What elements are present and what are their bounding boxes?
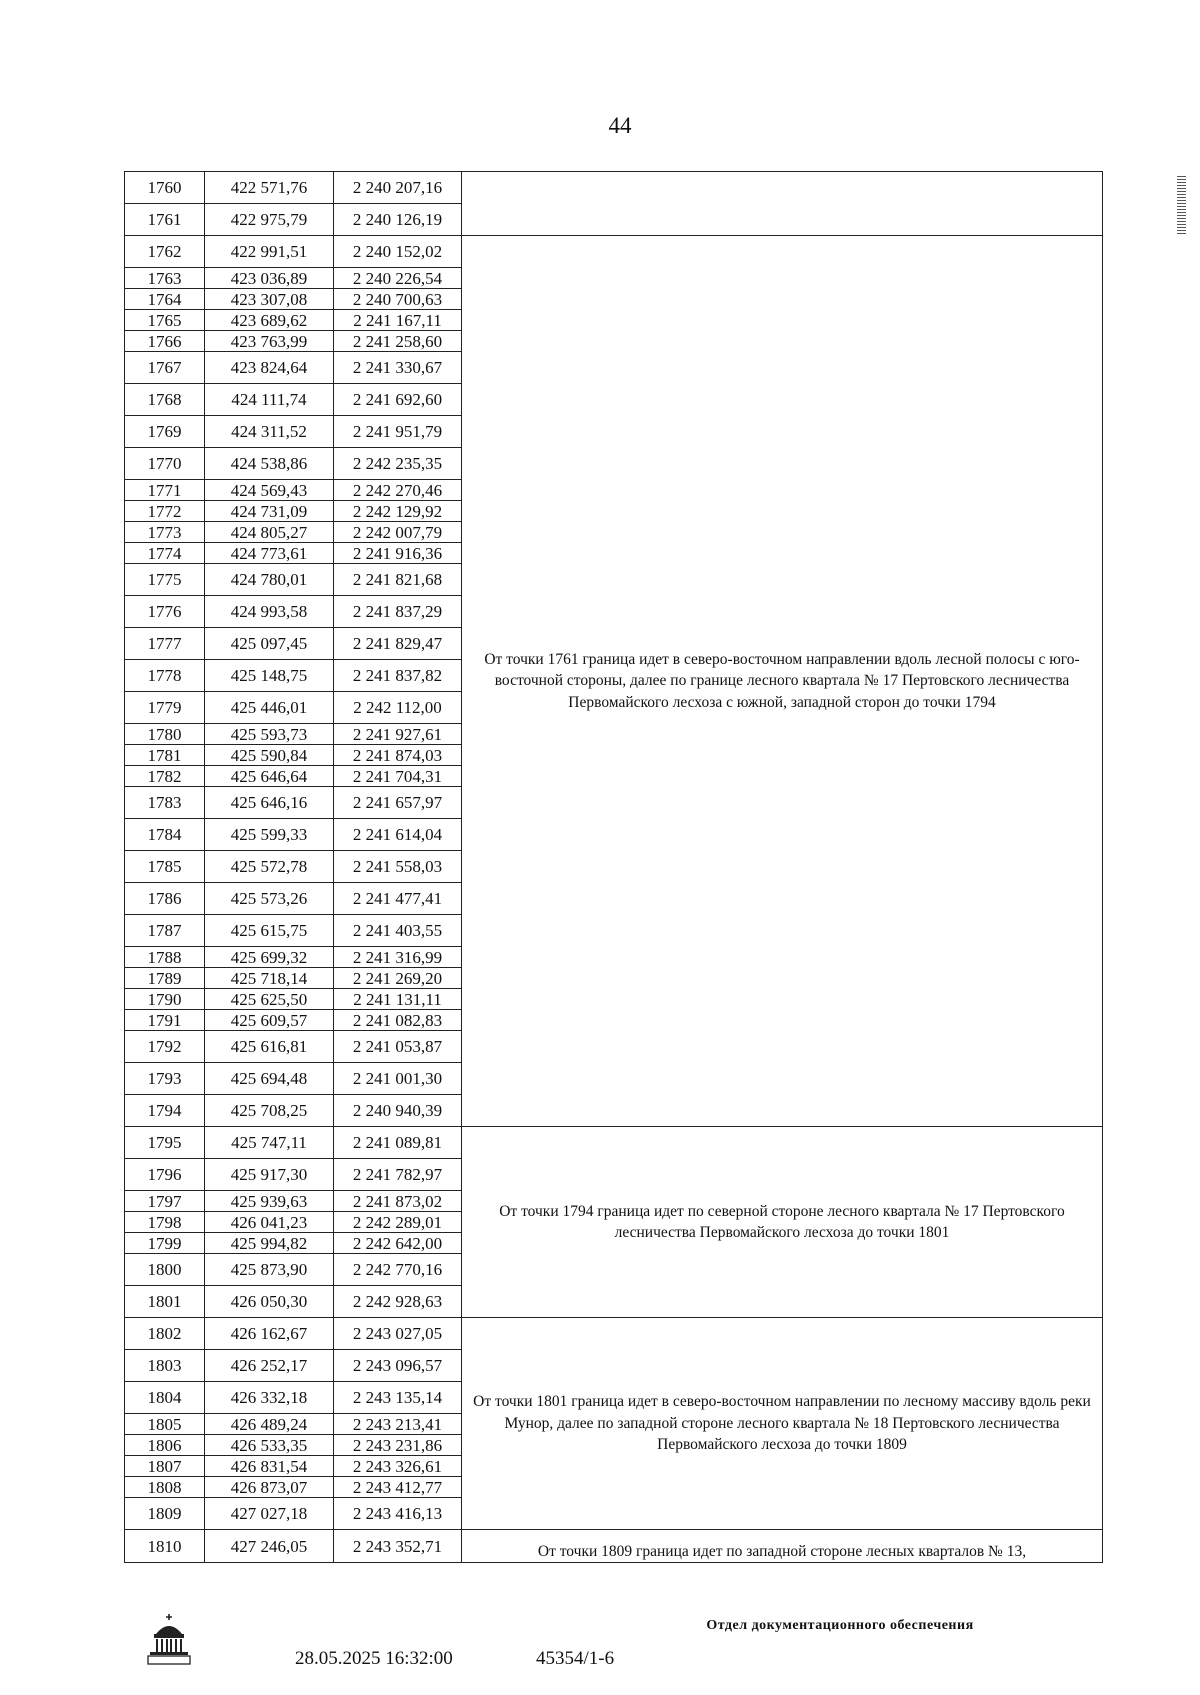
point-number-cell: 1764 xyxy=(125,289,205,310)
point-number-cell: 1787 xyxy=(125,915,205,947)
coordinates-table xyxy=(124,171,1103,1563)
y-coordinate-cell: 2 243 096,57 xyxy=(334,1350,462,1382)
point-number-cell: 1790 xyxy=(125,989,205,1010)
y-coordinate-cell: 2 241 951,79 xyxy=(334,416,462,448)
y-coordinate-cell: 2 241 837,29 xyxy=(334,596,462,628)
x-coordinate-cell: 425 593,73 xyxy=(205,724,334,745)
point-number-cell: 1782 xyxy=(125,766,205,787)
y-coordinate-cell: 2 241 082,83 xyxy=(334,1010,462,1031)
y-coordinate-cell: 2 241 614,04 xyxy=(334,819,462,851)
y-coordinate-cell: 2 240 207,16 xyxy=(334,172,462,204)
point-number-cell: 1788 xyxy=(125,947,205,968)
point-number-cell: 1801 xyxy=(125,1286,205,1318)
y-coordinate-cell: 2 241 167,11 xyxy=(334,310,462,331)
y-coordinate-cell: 2 243 213,41 xyxy=(334,1414,462,1435)
x-coordinate-cell: 424 731,09 xyxy=(205,501,334,522)
y-coordinate-cell: 2 240 700,63 xyxy=(334,289,462,310)
point-number-cell: 1798 xyxy=(125,1212,205,1233)
point-number-cell: 1778 xyxy=(125,660,205,692)
footer-date: 28.05.2025 16:32:00 xyxy=(295,1648,453,1669)
y-coordinate-cell: 2 241 829,47 xyxy=(334,628,462,660)
y-coordinate-cell: 2 243 412,77 xyxy=(334,1477,462,1498)
x-coordinate-cell: 426 252,17 xyxy=(205,1350,334,1382)
point-number-cell: 1789 xyxy=(125,968,205,989)
y-coordinate-cell: 2 242 928,63 xyxy=(334,1286,462,1318)
y-coordinate-cell: 2 242 129,92 xyxy=(334,501,462,522)
y-coordinate-cell: 2 241 704,31 xyxy=(334,766,462,787)
y-coordinate-cell: 2 241 258,60 xyxy=(334,331,462,352)
point-number-cell: 1773 xyxy=(125,522,205,543)
point-number-cell: 1775 xyxy=(125,564,205,596)
point-number-cell: 1765 xyxy=(125,310,205,331)
x-coordinate-cell: 425 646,64 xyxy=(205,766,334,787)
point-number-cell: 1807 xyxy=(125,1456,205,1477)
x-coordinate-cell: 425 747,11 xyxy=(205,1127,334,1159)
x-coordinate-cell: 424 780,01 xyxy=(205,564,334,596)
x-coordinate-cell: 424 311,52 xyxy=(205,416,334,448)
point-number-cell: 1774 xyxy=(125,543,205,564)
x-coordinate-cell: 425 616,81 xyxy=(205,1031,334,1063)
y-coordinate-cell: 2 241 873,02 xyxy=(334,1191,462,1212)
y-coordinate-cell: 2 241 692,60 xyxy=(334,384,462,416)
point-number-cell: 1763 xyxy=(125,268,205,289)
page-number: 44 xyxy=(608,113,632,138)
point-number-cell: 1802 xyxy=(125,1318,205,1350)
point-number-cell: 1804 xyxy=(125,1382,205,1414)
x-coordinate-cell: 427 246,05 xyxy=(205,1530,334,1563)
y-coordinate-cell: 2 242 770,16 xyxy=(334,1254,462,1286)
y-coordinate-cell: 2 242 642,00 xyxy=(334,1233,462,1254)
point-number-cell: 1806 xyxy=(125,1435,205,1456)
x-coordinate-cell: 426 873,07 xyxy=(205,1477,334,1498)
point-number-cell: 1797 xyxy=(125,1191,205,1212)
y-coordinate-cell: 2 243 027,05 xyxy=(334,1318,462,1350)
footer-department: Отдел документационного обеспечения xyxy=(706,1618,974,1633)
x-coordinate-cell: 422 991,51 xyxy=(205,236,334,268)
y-coordinate-cell: 2 241 837,82 xyxy=(334,660,462,692)
point-number-cell: 1771 xyxy=(125,480,205,501)
duma-logo-icon xyxy=(146,1612,192,1666)
point-number-cell: 1809 xyxy=(125,1498,205,1530)
y-coordinate-cell: 2 241 330,67 xyxy=(334,352,462,384)
point-number-cell: 1761 xyxy=(125,204,205,236)
point-number-cell: 1793 xyxy=(125,1063,205,1095)
y-coordinate-cell: 2 241 874,03 xyxy=(334,745,462,766)
x-coordinate-cell: 424 111,74 xyxy=(205,384,334,416)
table-row xyxy=(125,172,1103,204)
x-coordinate-cell: 426 489,24 xyxy=(205,1414,334,1435)
x-coordinate-cell: 423 763,99 xyxy=(205,331,334,352)
y-coordinate-cell: 2 243 352,71 xyxy=(334,1530,462,1563)
point-number-cell: 1786 xyxy=(125,883,205,915)
y-coordinate-cell: 2 242 270,46 xyxy=(334,480,462,501)
table-row xyxy=(125,1318,1103,1350)
x-coordinate-cell: 425 939,63 xyxy=(205,1191,334,1212)
point-number-cell: 1760 xyxy=(125,172,205,204)
x-coordinate-cell: 425 994,82 xyxy=(205,1233,334,1254)
x-coordinate-cell: 425 590,84 xyxy=(205,745,334,766)
point-number-cell: 1796 xyxy=(125,1159,205,1191)
point-number-cell: 1805 xyxy=(125,1414,205,1435)
point-number-cell: 1776 xyxy=(125,596,205,628)
point-number-cell: 1784 xyxy=(125,819,205,851)
y-coordinate-cell: 2 240 126,19 xyxy=(334,204,462,236)
x-coordinate-cell: 425 917,30 xyxy=(205,1159,334,1191)
y-coordinate-cell: 2 241 001,30 xyxy=(334,1063,462,1095)
point-number-cell: 1762 xyxy=(125,236,205,268)
y-coordinate-cell: 2 242 112,00 xyxy=(334,692,462,724)
point-number-cell: 1800 xyxy=(125,1254,205,1286)
table-row xyxy=(125,1530,1103,1563)
x-coordinate-cell: 425 097,45 xyxy=(205,628,334,660)
point-number-cell: 1770 xyxy=(125,448,205,480)
x-coordinate-cell: 423 689,62 xyxy=(205,310,334,331)
boundary-description-cell: От точки 1801 граница идет в северо-восточном направлении по лесному массиву вдоль реки Мунор, далее по западной стороне лесного квартала № 18 Пертовского лесничества Первомайского лесхоза до точки 1809 xyxy=(462,1318,1103,1530)
x-coordinate-cell: 425 625,50 xyxy=(205,989,334,1010)
x-coordinate-cell: 425 599,33 xyxy=(205,819,334,851)
y-coordinate-cell: 2 241 089,81 xyxy=(334,1127,462,1159)
x-coordinate-cell: 424 993,58 xyxy=(205,596,334,628)
y-coordinate-cell: 2 241 403,55 xyxy=(334,915,462,947)
x-coordinate-cell: 425 694,48 xyxy=(205,1063,334,1095)
x-coordinate-cell: 425 615,75 xyxy=(205,915,334,947)
point-number-cell: 1772 xyxy=(125,501,205,522)
x-coordinate-cell: 424 773,61 xyxy=(205,543,334,564)
x-coordinate-cell: 424 805,27 xyxy=(205,522,334,543)
y-coordinate-cell: 2 240 940,39 xyxy=(334,1095,462,1127)
x-coordinate-cell: 422 975,79 xyxy=(205,204,334,236)
point-number-cell: 1791 xyxy=(125,1010,205,1031)
x-coordinate-cell: 424 538,86 xyxy=(205,448,334,480)
x-coordinate-cell: 427 027,18 xyxy=(205,1498,334,1530)
point-number-cell: 1810 xyxy=(125,1530,205,1563)
x-coordinate-cell: 423 307,08 xyxy=(205,289,334,310)
point-number-cell: 1767 xyxy=(125,352,205,384)
point-number-cell: 1780 xyxy=(125,724,205,745)
y-coordinate-cell: 2 240 152,02 xyxy=(334,236,462,268)
point-number-cell: 1785 xyxy=(125,851,205,883)
y-coordinate-cell: 2 240 226,54 xyxy=(334,268,462,289)
x-coordinate-cell: 422 571,76 xyxy=(205,172,334,204)
x-coordinate-cell: 426 050,30 xyxy=(205,1286,334,1318)
x-coordinate-cell: 425 609,57 xyxy=(205,1010,334,1031)
y-coordinate-cell: 2 241 558,03 xyxy=(334,851,462,883)
y-coordinate-cell: 2 241 782,97 xyxy=(334,1159,462,1191)
y-coordinate-cell: 2 242 007,79 xyxy=(334,522,462,543)
scan-edge-mark xyxy=(1177,176,1186,234)
x-coordinate-cell: 426 533,35 xyxy=(205,1435,334,1456)
y-coordinate-cell: 2 242 235,35 xyxy=(334,448,462,480)
point-number-cell: 1769 xyxy=(125,416,205,448)
y-coordinate-cell: 2 243 416,13 xyxy=(334,1498,462,1530)
x-coordinate-cell: 426 831,54 xyxy=(205,1456,334,1477)
y-coordinate-cell: 2 243 135,14 xyxy=(334,1382,462,1414)
point-number-cell: 1781 xyxy=(125,745,205,766)
point-number-cell: 1777 xyxy=(125,628,205,660)
x-coordinate-cell: 425 708,25 xyxy=(205,1095,334,1127)
boundary-description-cell: От точки 1794 граница идет по северной стороне лесного квартала № 17 Пертовского лесничества Первомайского лесхоза до точки 1801 xyxy=(462,1127,1103,1318)
x-coordinate-cell: 425 646,16 xyxy=(205,787,334,819)
point-number-cell: 1808 xyxy=(125,1477,205,1498)
table-row xyxy=(125,1127,1103,1159)
x-coordinate-cell: 423 036,89 xyxy=(205,268,334,289)
x-coordinate-cell: 425 572,78 xyxy=(205,851,334,883)
x-coordinate-cell: 423 824,64 xyxy=(205,352,334,384)
x-coordinate-cell: 425 718,14 xyxy=(205,968,334,989)
point-number-cell: 1794 xyxy=(125,1095,205,1127)
boundary-description-cell xyxy=(462,172,1103,236)
y-coordinate-cell: 2 241 477,41 xyxy=(334,883,462,915)
x-coordinate-cell: 426 332,18 xyxy=(205,1382,334,1414)
y-coordinate-cell: 2 241 316,99 xyxy=(334,947,462,968)
x-coordinate-cell: 425 573,26 xyxy=(205,883,334,915)
y-coordinate-cell: 2 243 231,86 xyxy=(334,1435,462,1456)
point-number-cell: 1768 xyxy=(125,384,205,416)
y-coordinate-cell: 2 241 657,97 xyxy=(334,787,462,819)
y-coordinate-cell: 2 241 927,61 xyxy=(334,724,462,745)
y-coordinate-cell: 2 241 821,68 xyxy=(334,564,462,596)
point-number-cell: 1779 xyxy=(125,692,205,724)
point-number-cell: 1795 xyxy=(125,1127,205,1159)
x-coordinate-cell: 425 148,75 xyxy=(205,660,334,692)
footer-doc-number: 45354/1-6 xyxy=(536,1648,615,1669)
point-number-cell: 1792 xyxy=(125,1031,205,1063)
x-coordinate-cell: 426 041,23 xyxy=(205,1212,334,1233)
x-coordinate-cell: 426 162,67 xyxy=(205,1318,334,1350)
point-number-cell: 1803 xyxy=(125,1350,205,1382)
x-coordinate-cell: 425 446,01 xyxy=(205,692,334,724)
table-row xyxy=(125,236,1103,268)
x-coordinate-cell: 425 873,90 xyxy=(205,1254,334,1286)
point-number-cell: 1799 xyxy=(125,1233,205,1254)
point-number-cell: 1766 xyxy=(125,331,205,352)
y-coordinate-cell: 2 241 131,11 xyxy=(334,989,462,1010)
y-coordinate-cell: 2 241 916,36 xyxy=(334,543,462,564)
y-coordinate-cell: 2 241 053,87 xyxy=(334,1031,462,1063)
y-coordinate-cell: 2 243 326,61 xyxy=(334,1456,462,1477)
x-coordinate-cell: 424 569,43 xyxy=(205,480,334,501)
y-coordinate-cell: 2 241 269,20 xyxy=(334,968,462,989)
boundary-description-cell: От точки 1809 граница идет по западной стороне лесных кварталов № 13, xyxy=(462,1530,1103,1563)
y-coordinate-cell: 2 242 289,01 xyxy=(334,1212,462,1233)
boundary-description-cell: От точки 1761 граница идет в северо-восточном направлении вдоль лесной полосы с юго-восточной стороны, далее по границе лесного квартала № 17 Пертовского лесничества Первомайского лесхоза с южной, западной сторон до точки 1794 xyxy=(462,236,1103,1127)
x-coordinate-cell: 425 699,32 xyxy=(205,947,334,968)
point-number-cell: 1783 xyxy=(125,787,205,819)
